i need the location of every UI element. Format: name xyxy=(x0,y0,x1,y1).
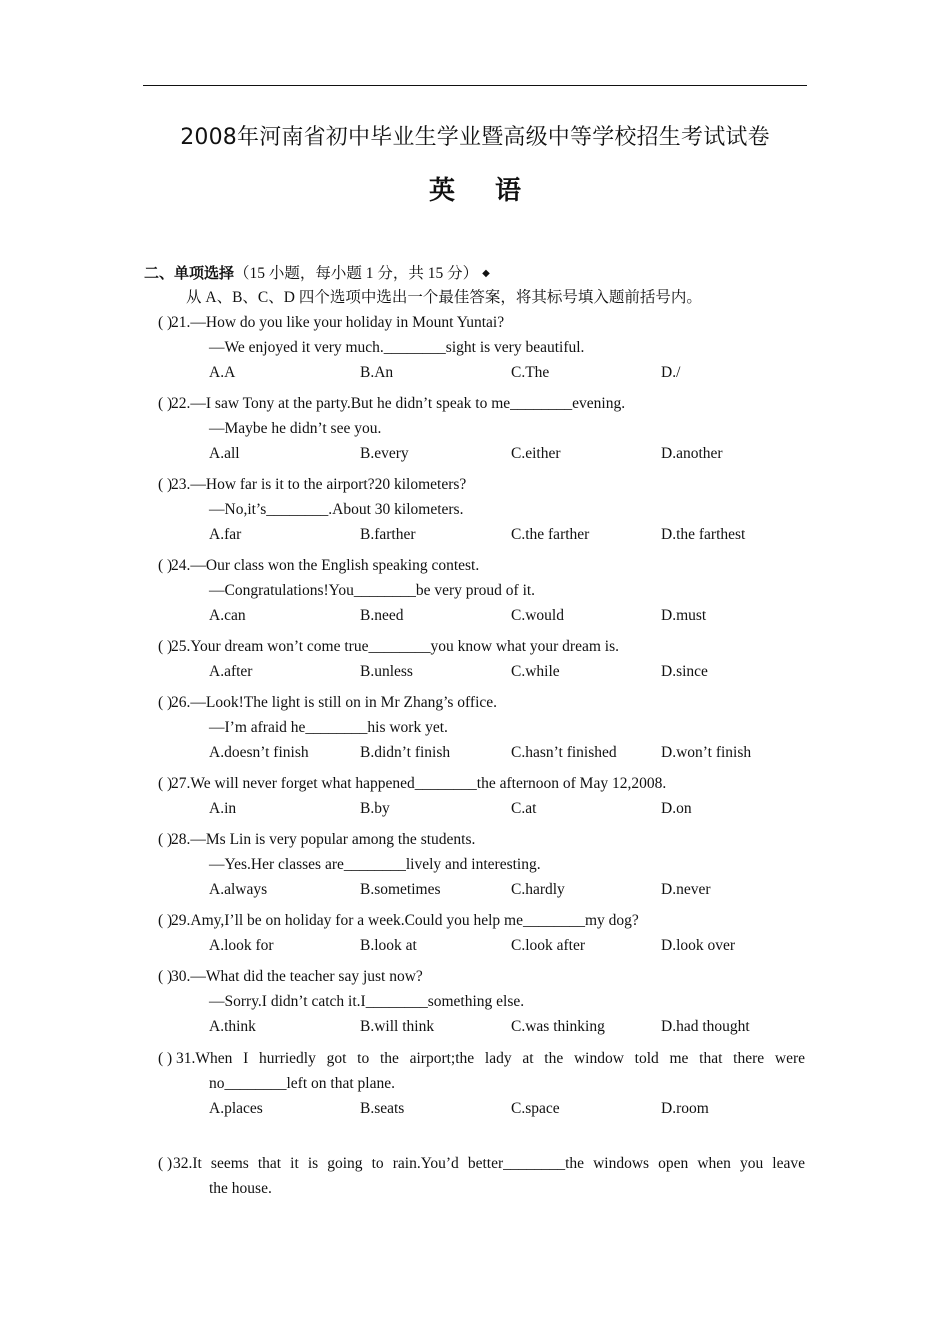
answer-option: D.never xyxy=(661,881,711,898)
answer-option: C.look after xyxy=(511,937,586,954)
answer-option: C.at xyxy=(511,800,537,817)
answer-option: C.hardly xyxy=(511,881,565,898)
answer-option: D.had thought xyxy=(661,1018,750,1035)
answer-bracket[interactable]: ( ) xyxy=(158,1155,173,1172)
question-stem: 31.When I hurriedly got to the airport;the lady at the window told me that there were xyxy=(176,1050,805,1067)
answer-option: A.look for xyxy=(209,937,274,954)
subject-char-2: 语 xyxy=(495,176,522,206)
question-line: the house. xyxy=(209,1180,272,1197)
answer-option: A.far xyxy=(209,526,242,543)
answer-option: A.in xyxy=(209,800,237,817)
answer-option: D./ xyxy=(661,364,681,381)
answer-option: B.An xyxy=(360,364,394,381)
answer-option: B.need xyxy=(360,607,404,624)
answer-bracket[interactable]: ( ) xyxy=(158,476,173,493)
question-line: —Congratulations!You________be very proud of it. xyxy=(209,582,536,599)
answer-option: D.must xyxy=(661,607,707,624)
answer-option: B.look at xyxy=(360,937,417,954)
answer-option: D.look over xyxy=(661,937,736,954)
question-stem: 23.—How far is it to the airport?20 kilometers? xyxy=(171,476,467,493)
answer-option: D.on xyxy=(661,800,692,817)
question-line: —No,it’s________.About 30 kilometers. xyxy=(209,501,464,518)
answer-option: C.the farther xyxy=(511,526,590,543)
subject-char-1: 英 xyxy=(428,176,455,206)
question-stem: 21.—How do you like your holiday in Mount Yuntai? xyxy=(171,314,505,331)
answer-bracket[interactable]: ( ) xyxy=(158,557,173,574)
answer-option: B.will think xyxy=(360,1018,435,1035)
answer-bracket[interactable]: ( ) xyxy=(158,638,173,655)
answer-option: C.hasn’t finished xyxy=(511,744,617,761)
answer-bracket[interactable]: ( ) xyxy=(158,912,173,929)
answer-option: D.won’t finish xyxy=(661,744,752,761)
question-line: —Yes.Her classes are________lively and interesting. xyxy=(209,856,541,873)
question-stem: 29.Amy,I’ll be on holiday for a week.Could you help me________my dog? xyxy=(171,912,639,929)
answer-option: C.would xyxy=(511,607,564,624)
subject-title xyxy=(0,170,950,207)
answer-option: A.A xyxy=(209,364,236,381)
section-instruction: 从 A、B、C、D 四个选项中选出一个最佳答案，将其标号填入题前括号内。 xyxy=(186,289,702,306)
question-line: —We enjoyed it very much.________sight is very beautiful. xyxy=(209,339,585,356)
answer-option: B.seats xyxy=(360,1100,405,1117)
diamond-icon: ◆ xyxy=(482,268,490,279)
answer-option: A.places xyxy=(209,1100,263,1117)
answer-option: D.room xyxy=(661,1100,709,1117)
question-stem: 32.It seems that it is going to rain.You’d better________the windows open when you leave xyxy=(173,1155,805,1172)
answer-option: A.can xyxy=(209,607,246,624)
answer-option: B.by xyxy=(360,800,390,817)
answer-option: B.every xyxy=(360,445,409,462)
answer-option: B.farther xyxy=(360,526,416,543)
section-heading-label: 二、单项选择 xyxy=(144,264,235,282)
question-stem: 28.—Ms Lin is very popular among the students. xyxy=(171,831,476,848)
question-stem: 25.Your dream won’t come true________you know what your dream is. xyxy=(171,638,620,655)
answer-option: D.the farthest xyxy=(661,526,746,543)
answer-option: C.The xyxy=(511,364,550,381)
answer-option: A.after xyxy=(209,663,253,680)
answer-option: C.was thinking xyxy=(511,1018,605,1035)
answer-option: A.all xyxy=(209,445,240,462)
answer-option: B.didn’t finish xyxy=(360,744,451,761)
answer-bracket[interactable]: ( ) xyxy=(158,395,173,412)
answer-bracket[interactable]: ( ) xyxy=(158,314,173,331)
question-stem: 27.We will never forget what happened________the afternoon of May 12,2008. xyxy=(171,775,667,792)
top-rule xyxy=(143,85,807,86)
answer-option: B.sometimes xyxy=(360,881,441,898)
question-stem: 26.—Look!The light is still on in Mr Zhang’s office. xyxy=(171,694,498,711)
answer-bracket[interactable]: ( ) xyxy=(158,775,173,792)
answer-option: C.while xyxy=(511,663,560,680)
exam-title: 2008年河南省初中毕业生学业暨高级中等学校招生考试试卷 xyxy=(180,125,770,150)
answer-bracket[interactable]: ( ) xyxy=(158,968,173,985)
answer-option: B.unless xyxy=(360,663,413,680)
answer-bracket[interactable]: ( ) xyxy=(158,1050,173,1067)
question-line: no________left on that plane. xyxy=(209,1075,395,1092)
answer-option: D.since xyxy=(661,663,708,680)
question-line: —Sorry.I didn’t catch it.I________something else. xyxy=(209,993,525,1010)
answer-option: A.always xyxy=(209,881,268,898)
question-stem: 22.—I saw Tony at the party.But he didn’t speak to me________evening. xyxy=(171,395,626,412)
answer-option: A.think xyxy=(209,1018,256,1035)
answer-bracket[interactable]: ( ) xyxy=(158,694,173,711)
question-line: —Maybe he didn’t see you. xyxy=(209,420,382,437)
question-stem: 24.—Our class won the English speaking contest. xyxy=(171,557,480,574)
answer-option: C.space xyxy=(511,1100,560,1117)
answer-option: C.either xyxy=(511,445,561,462)
answer-option: D.another xyxy=(661,445,723,462)
answer-option: A.doesn’t finish xyxy=(209,744,309,761)
answer-bracket[interactable]: ( ) xyxy=(158,831,173,848)
question-line: —I’m afraid he________his work yet. xyxy=(209,719,448,736)
section-heading xyxy=(144,262,490,285)
section-heading-scoring: （15 小题，每小题 1 分，共 15 分） xyxy=(234,265,479,282)
question-stem: 30.—What did the teacher say just now? xyxy=(171,968,423,985)
